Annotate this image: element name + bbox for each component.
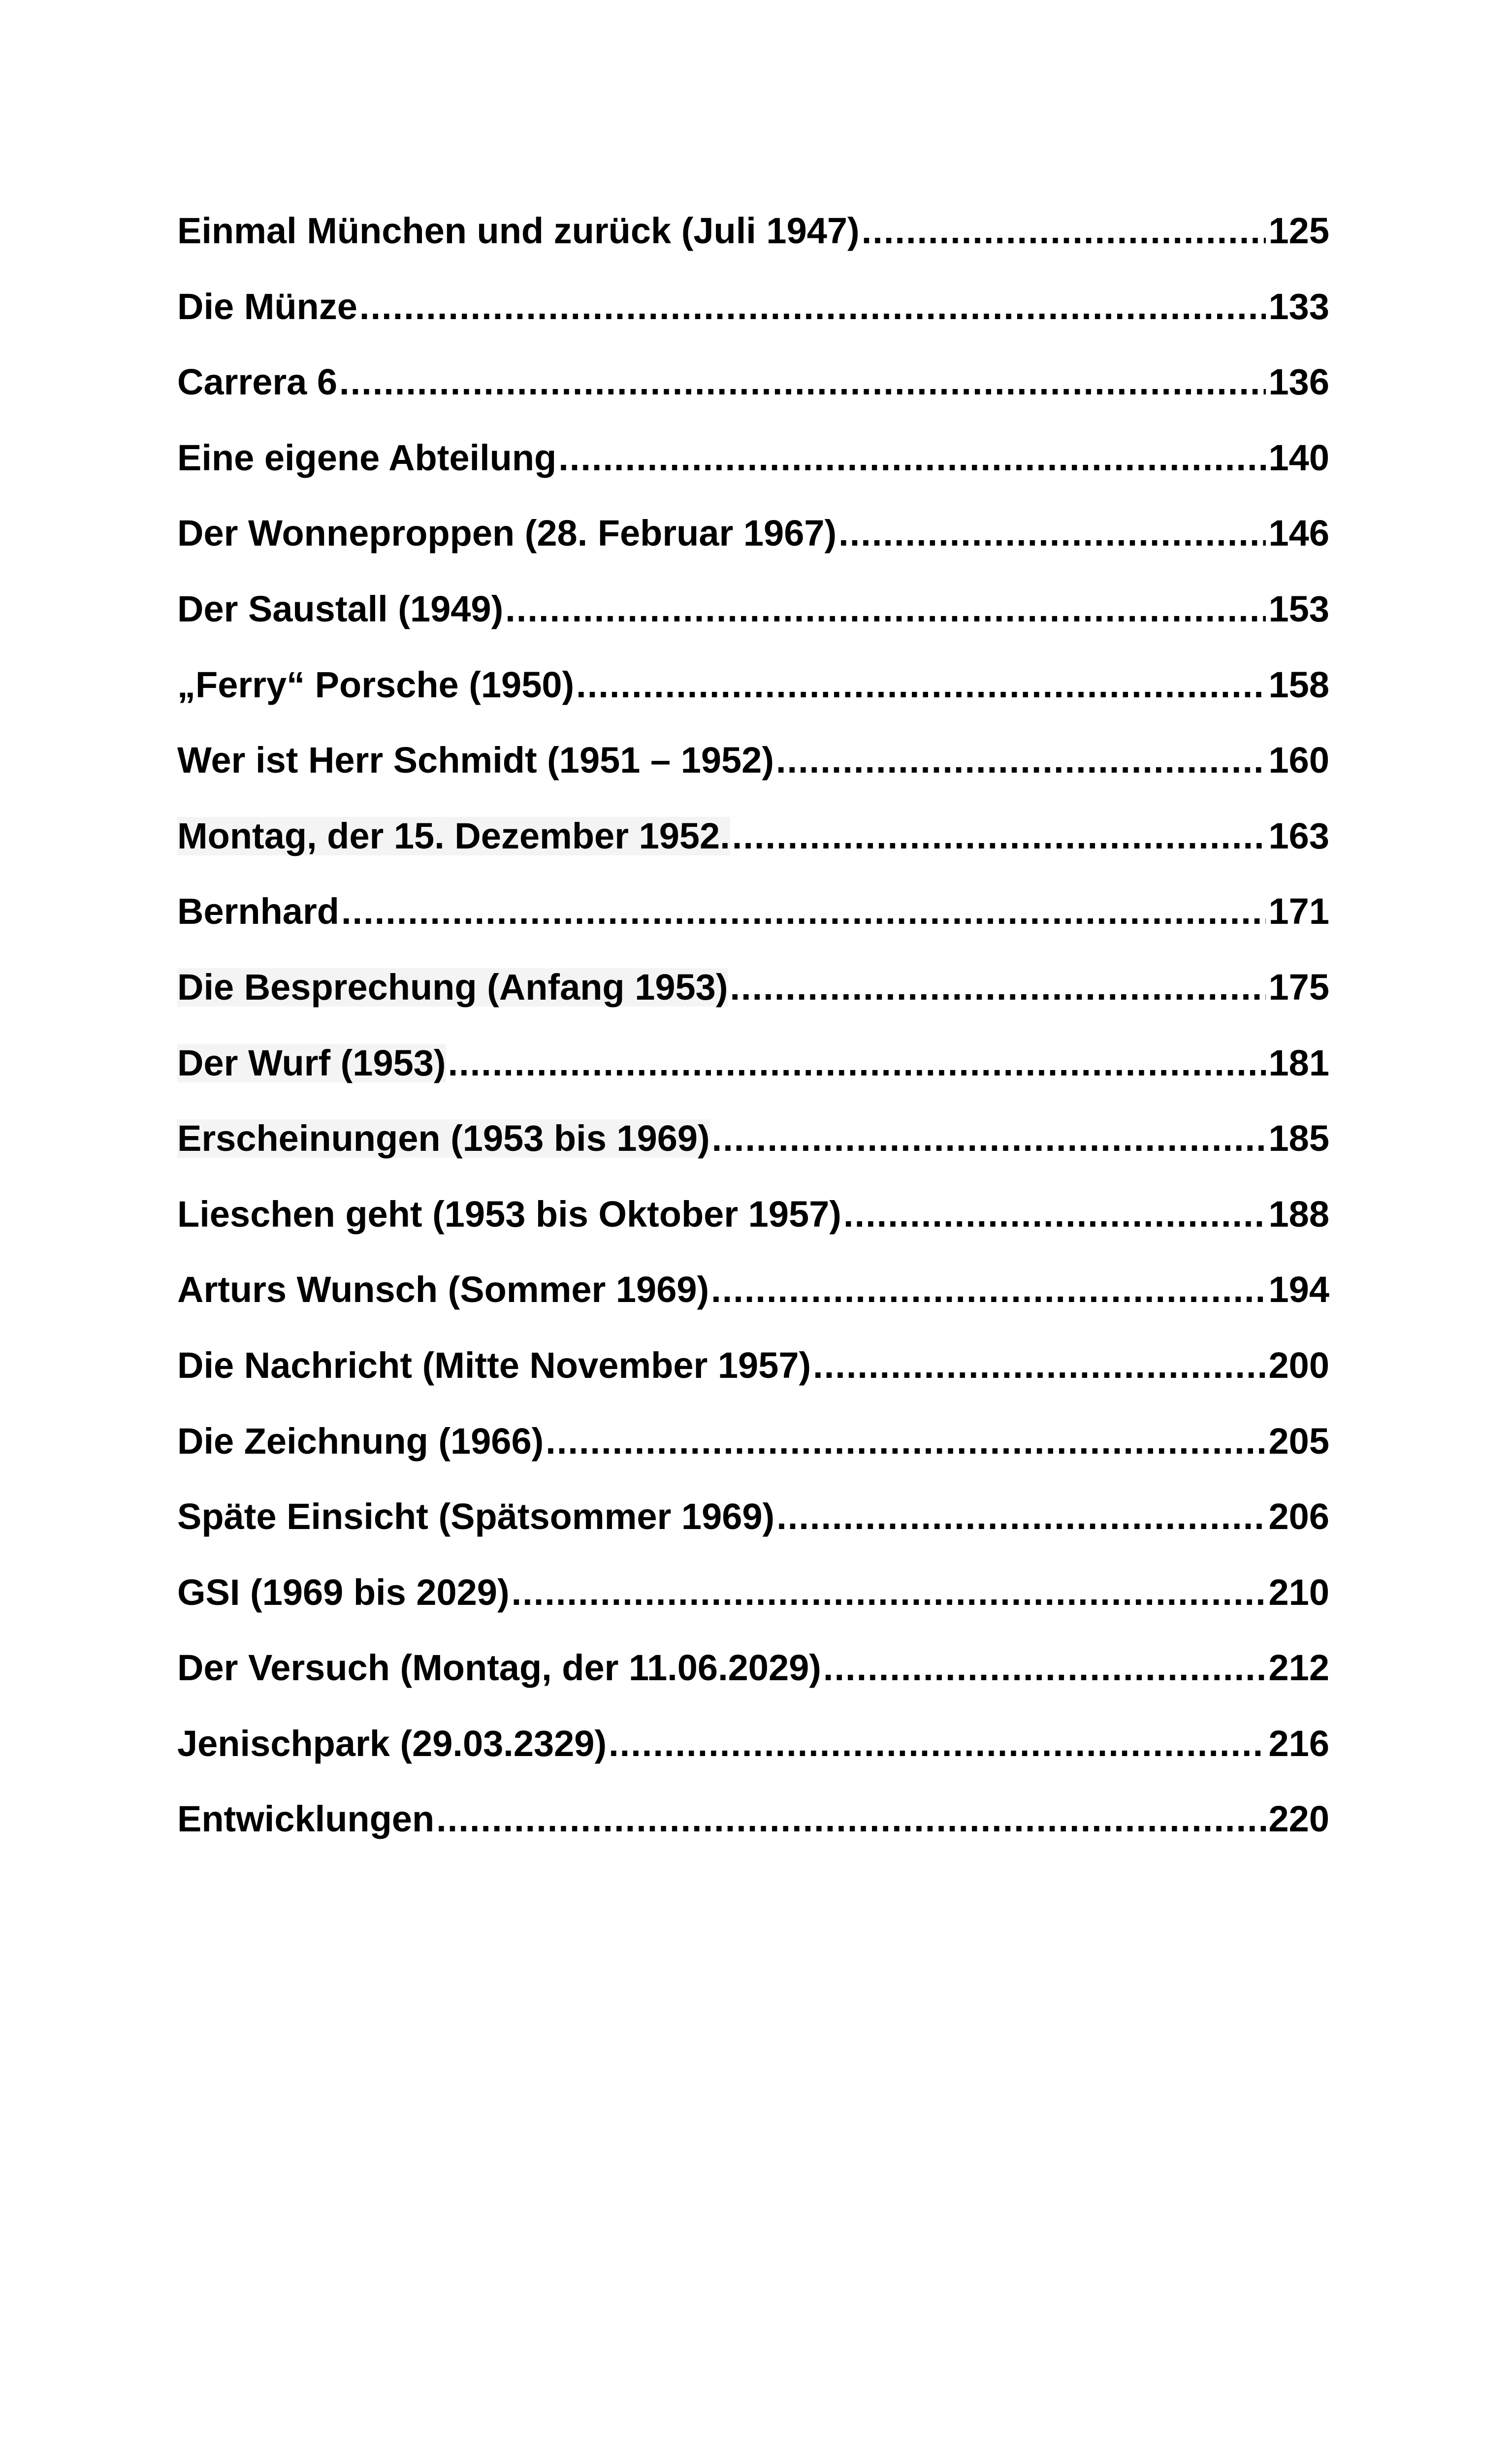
- toc-dot-leader: [823, 1649, 1266, 1687]
- toc-entry-title: Die Münze: [177, 286, 357, 327]
- toc-entry-page-number: 206: [1268, 1496, 1329, 1537]
- toc-entry-title: Montag, der 15. Dezember 1952.: [177, 815, 730, 856]
- toc-entry-page-number: 153: [1268, 588, 1329, 629]
- toc-entry-page-number: 175: [1268, 966, 1329, 1008]
- toc-dot-leader: [776, 741, 1266, 780]
- toc-entry[interactable]: [177, 1649, 1329, 1725]
- toc-entry[interactable]: [177, 439, 1329, 515]
- toc-entry-page-number: 133: [1268, 286, 1329, 327]
- toc-entry-title: „Ferry“ Porsche (1950): [177, 664, 575, 705]
- toc-entry-title: Jenischpark (29.03.2329): [177, 1723, 607, 1764]
- toc-entry-title: Der Saustall (1949): [177, 588, 504, 629]
- toc-entry[interactable]: [177, 666, 1329, 742]
- toc-entry[interactable]: [177, 1346, 1329, 1422]
- toc-dot-leader: [341, 892, 1266, 931]
- toc-entry[interactable]: [177, 968, 1329, 1044]
- toc-dot-leader: [448, 1044, 1266, 1082]
- toc-entry-page-number: 212: [1268, 1647, 1329, 1689]
- toc-entry[interactable]: [177, 817, 1329, 893]
- toc-dot-leader: [558, 439, 1265, 477]
- toc-entry-title: Der Versuch (Montag, der 11.06.2029): [177, 1647, 821, 1689]
- toc-dot-leader: [730, 968, 1265, 1007]
- toc-entry-title: Der Wurf (1953): [177, 1042, 446, 1083]
- toc-entry-page-number: 216: [1268, 1723, 1329, 1764]
- toc-dot-leader: [505, 590, 1265, 628]
- toc-entry-title: Arturs Wunsch (Sommer 1969): [177, 1269, 709, 1310]
- toc-entry-title: Lieschen geht (1953 bis Oktober 1957): [177, 1193, 841, 1235]
- toc-dot-leader: [512, 1573, 1266, 1612]
- toc-entry-page-number: 160: [1268, 740, 1329, 781]
- toc-entry[interactable]: [177, 1573, 1329, 1649]
- toc-dot-leader: [546, 1422, 1265, 1461]
- toc-entry[interactable]: [177, 363, 1329, 439]
- toc-entry-page-number: 181: [1268, 1042, 1329, 1083]
- toc-entry-title: Entwicklungen: [177, 1798, 435, 1840]
- toc-entry[interactable]: [177, 1195, 1329, 1271]
- toc-entry-title: Späte Einsicht (Spätsommer 1969): [177, 1496, 775, 1537]
- toc-entry[interactable]: [177, 212, 1329, 288]
- toc-entry-page-number: 158: [1268, 664, 1329, 705]
- toc-entry-title: Die Zeichnung (1966): [177, 1420, 544, 1462]
- toc-entry-page-number: 210: [1268, 1571, 1329, 1613]
- toc-entry-title: Erscheinungen (1953 bis 1969): [177, 1118, 710, 1159]
- toc-entry-title: Eine eigene Abteilung: [177, 437, 557, 478]
- toc-dot-leader: [712, 1119, 1266, 1158]
- toc-entry-title: Die Nachricht (Mitte November 1957): [177, 1344, 811, 1386]
- toc-entry[interactable]: [177, 741, 1329, 817]
- toc-entry[interactable]: [177, 590, 1329, 666]
- toc-entry[interactable]: [177, 1270, 1329, 1346]
- toc-entry-page-number: 185: [1268, 1118, 1329, 1159]
- toc-entry-title: Die Besprechung (Anfang 1953): [177, 966, 728, 1008]
- toc-entry[interactable]: [177, 892, 1329, 968]
- toc-dot-leader: [609, 1725, 1265, 1763]
- toc-entry[interactable]: [177, 1800, 1329, 1876]
- toc-entry[interactable]: [177, 288, 1329, 363]
- toc-entry-title: Der Wonneproppen (28. Februar 1967): [177, 513, 837, 554]
- toc-dot-leader: [732, 817, 1266, 855]
- toc-entry-title: Einmal München und zurück (Juli 1947): [177, 210, 860, 251]
- toc-dot-leader: [711, 1270, 1265, 1309]
- toc-entry-title: Wer ist Herr Schmidt (1951 – 1952): [177, 740, 774, 781]
- toc-entry-title: Carrera 6: [177, 361, 338, 403]
- toc-entry-page-number: 140: [1268, 437, 1329, 478]
- toc-dot-leader: [843, 1195, 1266, 1234]
- toc-entry-page-number: 136: [1268, 361, 1329, 403]
- toc-entry[interactable]: [177, 1044, 1329, 1120]
- toc-dot-leader: [776, 1498, 1265, 1536]
- toc-entry-page-number: 146: [1268, 513, 1329, 554]
- toc-entry-title: GSI (1969 bis 2029): [177, 1571, 510, 1613]
- toc-entry[interactable]: [177, 514, 1329, 590]
- toc-dot-leader: [576, 666, 1265, 704]
- toc-entry-page-number: 163: [1268, 815, 1329, 856]
- toc-entry-page-number: 220: [1268, 1798, 1329, 1840]
- toc-entry-page-number: 200: [1268, 1344, 1329, 1386]
- toc-entry-page-number: 188: [1268, 1193, 1329, 1235]
- toc-entry[interactable]: [177, 1498, 1329, 1573]
- table-of-contents: [177, 212, 1329, 1876]
- toc-entry-page-number: 194: [1268, 1269, 1329, 1310]
- toc-entry[interactable]: [177, 1119, 1329, 1195]
- toc-dot-leader: [838, 514, 1265, 553]
- toc-entry-page-number: 125: [1268, 210, 1329, 251]
- toc-dot-leader: [339, 363, 1266, 401]
- toc-entry-title: Bernhard: [177, 891, 339, 932]
- toc-entry-page-number: 171: [1268, 891, 1329, 932]
- toc-dot-leader: [359, 288, 1266, 326]
- toc-dot-leader: [436, 1800, 1265, 1838]
- toc-dot-leader: [813, 1346, 1265, 1385]
- toc-entry[interactable]: [177, 1422, 1329, 1498]
- toc-entry-page-number: 205: [1268, 1420, 1329, 1462]
- toc-dot-leader: [862, 212, 1266, 250]
- toc-entry[interactable]: [177, 1725, 1329, 1800]
